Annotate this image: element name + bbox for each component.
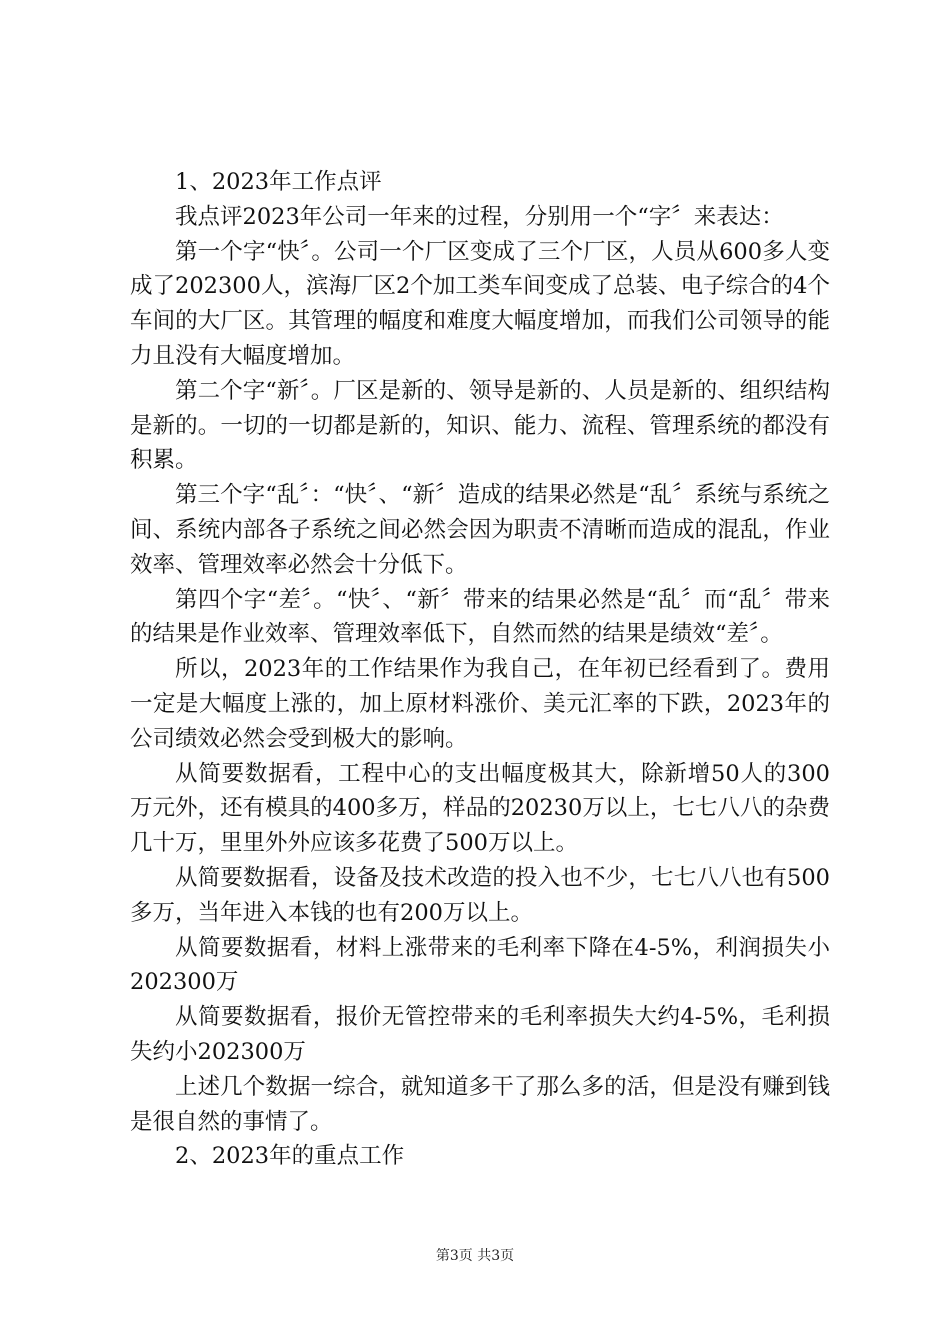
paragraph-data-pricing: 从简要数据看，报价无管控带来的毛利率损失大约4-5%，毛利损失约小202300万 (130, 1004, 830, 1065)
document-body (130, 165, 830, 1174)
paragraph-data-materials: 从简要数据看，材料上涨带来的毛利率下降在4-5%，利润损失小202300万 (130, 934, 830, 996)
paragraph-fast: 第一个字“快〞。公司一个厂区变成了三个厂区，人员从600多人变成了202300人，滨海厂区2个加工类车间变成了总装、电子综合的4个车间的大厂区。其管理的幅度和难度大幅度增加，而我们公司领导的能力且没有大幅度增加。 (130, 238, 830, 369)
paragraph-intro: 我点评2023年公司一年来的过程，分别用一个“字〞来表达： (175, 203, 784, 230)
page-footer: 第3页 共3页 (435, 1248, 515, 1264)
paragraph-poor: 第四个字“差〞。“快〞、“新〞带来的结果必然是“乱〞而“乱〞带来的结果是作业效率、管理效率低下，自然而然的结果是绩效“差〞。 (130, 586, 830, 648)
section-heading-2: 2、2023年的重点工作 (175, 1143, 405, 1170)
paragraph-data-engineering: 从简要数据看，工程中心的支出幅度极其大，除新增50人的300万元外，还有模具的400多万，样品的20230万以上，七七八八的杂费几十万，里里外外应该多花费了500万以上。 (130, 760, 830, 857)
paragraph-conclusion: 所以，2023年的工作结果作为我自己，在年初已经看到了。费用一定是大幅度上涨的，加上原材料涨价、美元汇率的下跌，2023年的公司绩效必然会受到极大的影响。 (130, 656, 830, 752)
paragraph-chaos: 第三个字“乱〞：“快〞、“新〞造成的结果必然是“乱〞系统与系统之间、系统内部各子系统之间必然会因为职责不清晰而造成的混乱，作业效率、管理效率必然会十分低下。 (130, 482, 830, 578)
paragraph-summary: 上述几个数据一综合，就知道多干了那么多的活，但是没有赚到钱是很自然的事情了。 (130, 1073, 830, 1135)
paragraph-data-equipment: 从简要数据看，设备及技术改造的投入也不少，七七八八也有500多万，当年进入本钱的也有200万以上。 (130, 864, 830, 926)
paragraph-new: 第二个字“新〞。厂区是新的、领导是新的、人员是新的、组织结构是新的。一切的一切都是新的，知识、能力、流程、管理系统的都没有积累。 (130, 377, 830, 474)
section-heading-1: 1、2023年工作点评 (175, 169, 382, 195)
